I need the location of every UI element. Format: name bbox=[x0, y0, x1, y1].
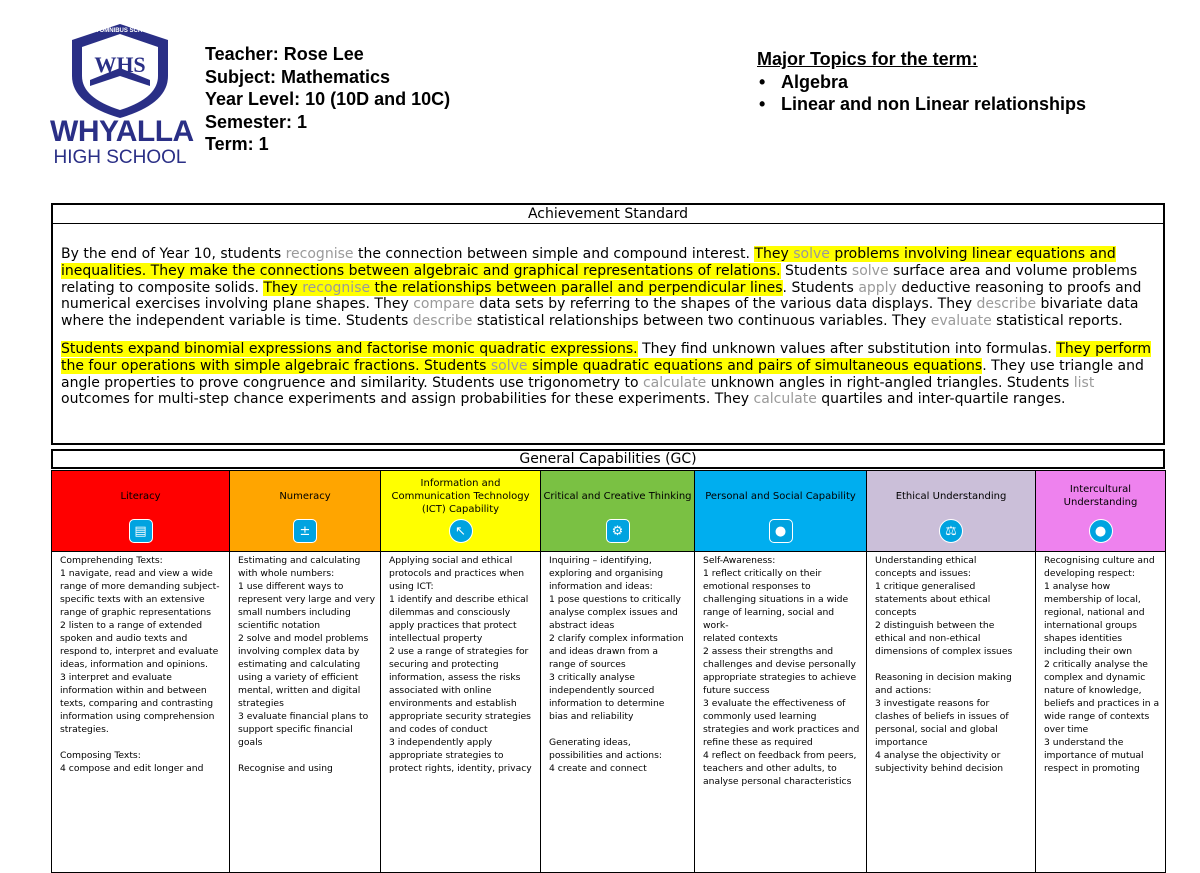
capability-text-line: strategies and work practices and bbox=[703, 724, 860, 735]
people-icon: ● bbox=[769, 519, 793, 543]
capability-title: Personal and Social Capability bbox=[705, 490, 856, 502]
capability-text-line: Inquiring – identifying, bbox=[549, 555, 652, 566]
capability-text-line: 2 distinguish between the bbox=[875, 620, 995, 631]
capability-text-line: using a variety of efficient bbox=[238, 672, 359, 683]
capability-text-line: ideas, information and opinions. bbox=[60, 659, 208, 670]
capability-text-line: concepts bbox=[875, 607, 917, 618]
capability-text-line: with whole numbers: bbox=[238, 568, 335, 579]
capability-header-critical-creative bbox=[541, 471, 695, 552]
capability-header-personal-social bbox=[695, 471, 867, 552]
capability-text-line: Recognise and using bbox=[238, 763, 333, 774]
capability-title: Literacy bbox=[120, 490, 161, 502]
capability-text-line: Recognising culture and bbox=[1044, 555, 1155, 566]
capability-text-line: and actions: bbox=[875, 685, 932, 696]
capability-text-line: 3 interpret and evaluate bbox=[60, 672, 172, 683]
capability-text-line: texts, comparing and contrasting bbox=[60, 698, 214, 709]
capability-text-line: spoken and audio texts and bbox=[60, 633, 188, 644]
capability-text-line: involving complex data by bbox=[238, 646, 360, 657]
capability-text-line: wide range of contexts bbox=[1044, 711, 1150, 722]
capability-text-line: range of graphic representations bbox=[60, 607, 211, 618]
capability-text-line: emotional responses to bbox=[703, 581, 811, 592]
topics-heading: Major Topics for the term: bbox=[757, 49, 978, 69]
capability-header-intercultural bbox=[1036, 471, 1166, 552]
capability-title: Numeracy bbox=[279, 490, 331, 502]
capability-text-line: 4 reflect on feedback from peers, bbox=[703, 750, 857, 761]
capability-text-line: 1 reflect critically on their bbox=[703, 568, 822, 579]
capability-text-line: 4 compose and edit longer and bbox=[60, 763, 204, 774]
capability-text-line: protect rights, identity, privacy bbox=[389, 763, 532, 774]
capability-text-line: using ICT: bbox=[389, 581, 434, 592]
capability-text-line: range of learning, social and work- bbox=[703, 607, 835, 631]
capabilities-body-row bbox=[52, 552, 1166, 873]
motto: UNA OMNIBUS SCHOLA bbox=[85, 28, 155, 34]
capability-header-ict bbox=[381, 471, 541, 552]
capability-text-line: information, assess the risks bbox=[389, 672, 521, 683]
capability-text-line: appropriate strategies to bbox=[389, 750, 504, 761]
capability-header-ethical bbox=[867, 471, 1036, 552]
capability-text-line: 2 solve and model problems bbox=[238, 633, 369, 644]
capability-header-numeracy bbox=[230, 471, 381, 552]
capability-text-line: information to determine bbox=[549, 698, 665, 709]
capability-title: Critical and Creative Thinking bbox=[543, 490, 692, 502]
capability-text-line: Self-Awareness: bbox=[703, 555, 776, 566]
capability-text-line: Reasoning in decision making bbox=[875, 672, 1012, 683]
topic-item: • Linear and non Linear relationships bbox=[781, 93, 1086, 116]
capability-text-line: over time bbox=[1044, 724, 1089, 735]
capability-text-line: personal, social and global bbox=[875, 724, 998, 735]
capability-text-line: complex and dynamic bbox=[1044, 672, 1146, 683]
capability-text-line: 1 analyse how bbox=[1044, 581, 1111, 592]
capability-text-line: shapes identities bbox=[1044, 633, 1123, 644]
capability-text-line: 2 use a range of strategies for bbox=[389, 646, 529, 657]
capability-text-line: respect in promoting bbox=[1044, 763, 1140, 774]
capability-text-line: 1 pose questions to critically bbox=[549, 594, 681, 605]
capability-title: Intercultural Understanding bbox=[1063, 484, 1138, 508]
course-info bbox=[205, 43, 450, 156]
school-name-line2: HIGH SCHOOL bbox=[53, 147, 187, 168]
capability-text-line: 1 identify and describe ethical bbox=[389, 594, 529, 605]
major-topics bbox=[757, 48, 1086, 116]
capability-text-line: represent very large and very bbox=[238, 594, 376, 605]
achievement-body bbox=[53, 224, 1163, 408]
capability-text-line: analyse personal characteristics bbox=[703, 776, 852, 787]
capability-text-line: associated with online bbox=[389, 685, 492, 696]
capability-text-line: securing and protecting bbox=[389, 659, 499, 670]
capability-text-line: including their own bbox=[1044, 646, 1133, 657]
capability-text-line: future success bbox=[703, 685, 770, 696]
capability-text-line: dilemmas and consciously bbox=[389, 607, 511, 618]
achievement-heading: Achievement Standard bbox=[53, 205, 1163, 224]
document-icon: ▤ bbox=[129, 519, 153, 543]
capability-body bbox=[695, 552, 867, 873]
capability-text-line: challenging situations in a wide bbox=[703, 594, 849, 605]
capability-body bbox=[541, 552, 695, 873]
capability-text-line: 2 critically analyse the bbox=[1044, 659, 1148, 670]
capability-text-line: teachers and other adults, to bbox=[703, 763, 837, 774]
capability-text-line: nature of knowledge, bbox=[1044, 685, 1142, 696]
capability-text-line: Comprehending Texts: bbox=[60, 555, 163, 566]
capability-text-line: strategies. bbox=[60, 724, 109, 735]
capability-text-line: range of sources bbox=[549, 659, 626, 670]
capability-text-line: scientific notation bbox=[238, 620, 321, 631]
capability-title: Information and Communication Technology (ICT) Capability bbox=[391, 477, 530, 515]
capability-text-line: specific texts with an extensive bbox=[60, 594, 205, 605]
capability-text-line: possibilities and actions: bbox=[549, 750, 662, 761]
capability-text-line: 3 critically analyse bbox=[549, 672, 635, 683]
capability-text-line: analyse complex issues and bbox=[549, 607, 678, 618]
capability-text-line: bias and reliability bbox=[549, 711, 634, 722]
capability-text-line: 3 investigate reasons for bbox=[875, 698, 990, 709]
capability-body bbox=[1036, 552, 1166, 873]
capability-text-line: support specific financial bbox=[238, 724, 353, 735]
capability-text-line: abstract ideas bbox=[549, 620, 615, 631]
capability-text-line: 3 independently apply bbox=[389, 737, 493, 748]
capability-text-line: challenges and devise personally bbox=[703, 659, 856, 670]
capability-body bbox=[52, 552, 230, 873]
capability-text-line: refine these as required bbox=[703, 737, 813, 748]
capability-text-line: and ideas drawn from a bbox=[549, 646, 659, 657]
capability-text-line: 3 evaluate financial plans to bbox=[238, 711, 369, 722]
capability-text-line: environments and establish bbox=[389, 698, 517, 709]
semester: Semester: 1 bbox=[205, 111, 308, 132]
capability-text-line: subjectivity behind decision bbox=[875, 763, 1004, 774]
capability-text-line: protocols and practices when bbox=[389, 568, 525, 579]
achievement-paragraph-2: Students expand binomial expressions and factorise monic quadratic expressions. They find unknown values after substitution into formulas. They perform the four operations with simple algebraic fractions. Students solve simple quadratic equations and pairs of simultaneous equations. They use triangle and angle properties to prove congruence and similarity. Students use trigonometry to calculate unknown angles in right-angled triangles. Students list outcomes for multi-step chance experiments and assign probabilities for these experiments. They calculate quartiles and inter-quartile ranges. bbox=[61, 340, 1151, 408]
capability-text-line: information using comprehension bbox=[60, 711, 215, 722]
capability-text-line: 2 assess their strengths and bbox=[703, 646, 834, 657]
cursor-icon: ↖ bbox=[449, 519, 473, 543]
capability-text-line: 2 listen to a range of extended bbox=[60, 620, 203, 631]
capability-text-line: international groups bbox=[1044, 620, 1137, 631]
capability-text-line: ethical and non-ethical bbox=[875, 633, 981, 644]
capability-text-line: Understanding ethical bbox=[875, 555, 977, 566]
achievement-paragraph-1: By the end of Year 10, students recognise the connection between simple and compound interest. They solve problems involving linear equations and inequalities. They make the connections between algebraic and graphical representations of relations. Students solve surface area and volume problems relating to composite solids. They recognise the relationships between parallel and perpendicular lines. Students apply deductive reasoning to proofs and numerical exercises involving plane shapes. They compare data sets by referring to the shapes of the various data displays. They describe bivariate data where the independent variable is time. Students describe statistical relationships between two continuous variables. They evaluate statistical reports. bbox=[61, 246, 1142, 330]
capability-text-line: intellectual property bbox=[389, 633, 483, 644]
capability-text-line: developing respect: bbox=[1044, 568, 1135, 579]
monogram: WHS bbox=[94, 52, 146, 77]
capability-text-line: and codes of conduct bbox=[389, 724, 488, 735]
capability-text-line: estimating and calculating bbox=[238, 659, 361, 670]
capability-text-line: 2 clarify complex information bbox=[549, 633, 684, 644]
capability-text-line: Applying social and ethical bbox=[389, 555, 513, 566]
capability-text-line: Estimating and calculating bbox=[238, 555, 361, 566]
topics-list bbox=[757, 71, 1086, 116]
capabilities-table bbox=[51, 470, 1166, 873]
capability-body bbox=[230, 552, 381, 873]
capability-text-line: 1 navigate, read and view a wide bbox=[60, 568, 213, 579]
school-name-line1: WHYALLA bbox=[50, 115, 194, 148]
capability-text-line: Composing Texts: bbox=[60, 750, 141, 761]
capability-text-line: goals bbox=[238, 737, 263, 748]
capability-text-line: Generating ideas, bbox=[549, 737, 631, 748]
capability-text-line: appropriate security strategies bbox=[389, 711, 531, 722]
capability-text-line: independently sourced bbox=[549, 685, 655, 696]
capabilities-header-row bbox=[52, 471, 1166, 552]
capability-text-line: information within and between bbox=[60, 685, 207, 696]
capability-body bbox=[867, 552, 1036, 873]
capability-text-line: beliefs and practices in a bbox=[1044, 698, 1160, 709]
gear-head-icon: ⚙ bbox=[606, 519, 630, 543]
capability-text-line: membership of local, bbox=[1044, 594, 1141, 605]
capability-text-line: regional, national and bbox=[1044, 607, 1145, 618]
capability-text-line bbox=[60, 736, 225, 749]
capability-text-line: importance bbox=[875, 737, 928, 748]
capability-text-line: small numbers including bbox=[238, 607, 351, 618]
capability-text-line: dimensions of complex issues bbox=[875, 646, 1013, 657]
capability-text-line bbox=[875, 658, 1031, 671]
capability-text-line: 1 use different ways to bbox=[238, 581, 344, 592]
capability-header-literacy bbox=[52, 471, 230, 552]
capability-text-line: 3 understand the bbox=[1044, 737, 1124, 748]
term: Term: 1 bbox=[205, 134, 269, 154]
capability-text-line: range of more demanding subject- bbox=[60, 581, 220, 592]
capability-title: Ethical Understanding bbox=[895, 490, 1007, 502]
capability-text-line: 3 evaluate the effectiveness of bbox=[703, 698, 846, 709]
school-crest-icon bbox=[50, 20, 190, 120]
calculator-icon: ± bbox=[293, 519, 317, 543]
capability-text-line: clashes of beliefs in issues of bbox=[875, 711, 1009, 722]
capability-text-line: apply practices that protect bbox=[389, 620, 517, 631]
capability-text-line bbox=[238, 749, 376, 762]
teacher-name: Teacher: Rose Lee bbox=[205, 44, 364, 64]
subject: Subject: Mathematics bbox=[205, 66, 391, 87]
capability-text-line: statements about ethical bbox=[875, 594, 991, 605]
scales-icon: ⚖ bbox=[939, 519, 963, 543]
capability-text-line: 4 analyse the objectivity or bbox=[875, 750, 1001, 761]
capability-body bbox=[381, 552, 541, 873]
capability-text-line: exploring and organising bbox=[549, 568, 664, 579]
year-level: Year Level: 10 (10D and 10C) bbox=[205, 89, 451, 109]
capability-text-line: importance of mutual bbox=[1044, 750, 1144, 761]
topic-item: • Algebra bbox=[781, 71, 1086, 94]
capability-text-line: respond to, interpret and evaluate bbox=[60, 646, 219, 657]
capability-text-line: 1 critique generalised bbox=[875, 581, 976, 592]
capability-text-line: strategies bbox=[238, 698, 284, 709]
capability-text-line: mental, written and digital bbox=[238, 685, 361, 696]
general-capabilities-heading: General Capabilities (GC) bbox=[51, 449, 1165, 469]
capability-text-line bbox=[549, 723, 690, 736]
achievement-standard-box bbox=[51, 203, 1165, 445]
capability-text-line: information and ideas: bbox=[549, 581, 653, 592]
capability-text-line: related contexts bbox=[703, 633, 778, 644]
school-logo bbox=[50, 20, 194, 170]
capability-text-line: commonly used learning bbox=[703, 711, 817, 722]
capability-text-line: concepts and issues: bbox=[875, 568, 972, 579]
capability-text-line: 4 create and connect bbox=[549, 763, 647, 774]
capability-text-line: appropriate strategies to achieve bbox=[703, 672, 857, 683]
speech-bubble-icon: ● bbox=[1089, 519, 1113, 543]
